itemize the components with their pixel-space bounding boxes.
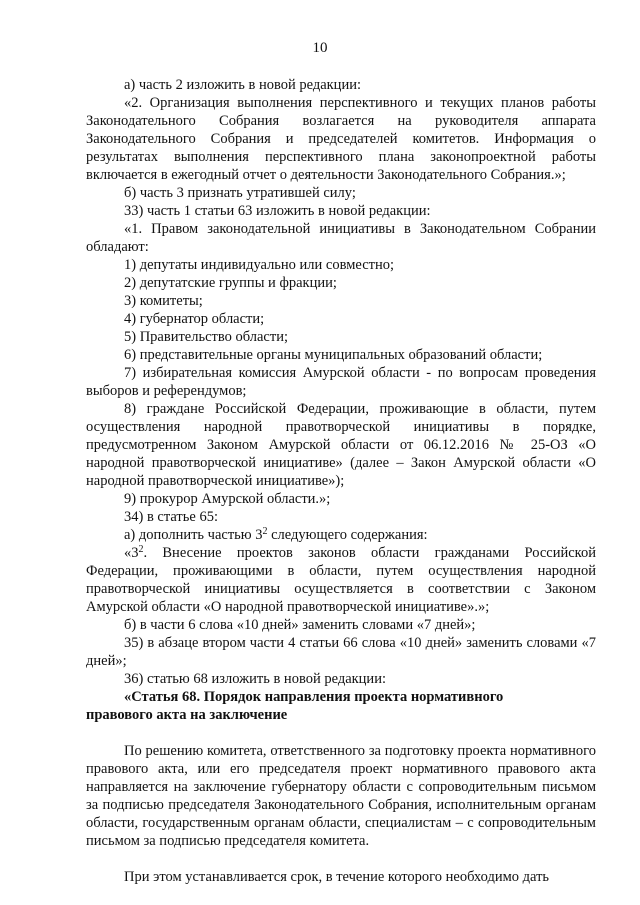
paragraph: б) часть 3 признать утратившей силу; bbox=[124, 185, 356, 201]
paragraph: 35) в абзаце втором части 4 статьи 66 слова «10 дней» заменить словами «7 дней»; bbox=[86, 635, 596, 669]
text-span: а) дополнить частью 3 bbox=[124, 527, 263, 543]
article-heading: «Статья 68. Порядок направления проекта нормативного правового акта на заключение bbox=[86, 689, 504, 723]
list-item: 4) губернатор области; bbox=[124, 311, 265, 327]
page-number: 10 bbox=[312, 40, 328, 56]
paragraph: 36) статью 68 изложить в новой редакции: bbox=[124, 671, 386, 687]
paragraph: б) в части 6 слова «10 дней» заменить словами «7 дней»; bbox=[124, 617, 476, 633]
text-span: . Внесение проектов законов области гражданами Российской Федерации, проживающими в области, путем осуществления народной правотворческой инициативы осуществляется в соответствии с Законом Амурской области «О народной правотворческой инициативе».»; bbox=[86, 545, 596, 615]
paragraph bbox=[86, 544, 596, 616]
paragraph: По решению комитета, ответственного за подготовку проекта нормативного правового акта, или его председателя проект нормативного правового акта направляется на заключение губернатору области с сопроводительным письмом за подписью председателя Законодательного Собрания, исполнительным органам области, государственным органам области, специалистам – с сопроводительным письмом за подписью председателя комитета. bbox=[86, 743, 596, 849]
list-item: 1) депутаты индивидуально или совместно; bbox=[124, 257, 394, 273]
text-span: «3 bbox=[124, 545, 139, 561]
list-item: 7) избирательная комиссия Амурской области - по вопросам проведения выборов и референдумов; bbox=[86, 365, 596, 399]
superscript: 2 bbox=[138, 544, 144, 555]
document-body bbox=[86, 76, 596, 886]
list-item: 3) комитеты; bbox=[124, 293, 203, 309]
text-span: следующего содержания: bbox=[267, 527, 428, 543]
list-item: 9) прокурор Амурской области.»; bbox=[124, 491, 331, 507]
list-item: 2) депутатские группы и фракции; bbox=[124, 275, 337, 291]
paragraph: а) часть 2 изложить в новой редакции: bbox=[124, 77, 361, 93]
list-item: 6) представительные органы муниципальных образований области; bbox=[124, 347, 543, 363]
superscript: 2 bbox=[262, 526, 268, 537]
paragraph: 34) в статье 65: bbox=[124, 509, 218, 525]
list-item: 8) граждане Российской Федерации, проживающие в области, путем осуществления народной правотворческой инициативы в порядке, предусмотренном Законом Амурской области от 06.12.2016 № 25-ОЗ «О народной правотворческой инициативе» (далее – Закон Амурской области «О народной правотворческой инициативе»); bbox=[86, 401, 596, 489]
paragraph: «1. Правом законодательной инициативы в Законодательном Собрании обладают: bbox=[86, 221, 596, 255]
paragraph: «2. Организация выполнения перспективного и текущих планов работы Законодательного Собрания возлагается на руководителя аппарата Законодательного Собрания и председателей комитетов. Информация о результатах выполнения перспективного плана законопроектной работы включается в ежегодный отчет о деятельности Законодательного Собрания.»; bbox=[86, 95, 596, 183]
paragraph: При этом устанавливается срок, в течение которого необходимо дать bbox=[124, 869, 550, 885]
paragraph bbox=[86, 526, 596, 544]
list-item: 5) Правительство области; bbox=[124, 329, 288, 345]
paragraph: 33) часть 1 статьи 63 изложить в новой редакции: bbox=[124, 203, 431, 219]
